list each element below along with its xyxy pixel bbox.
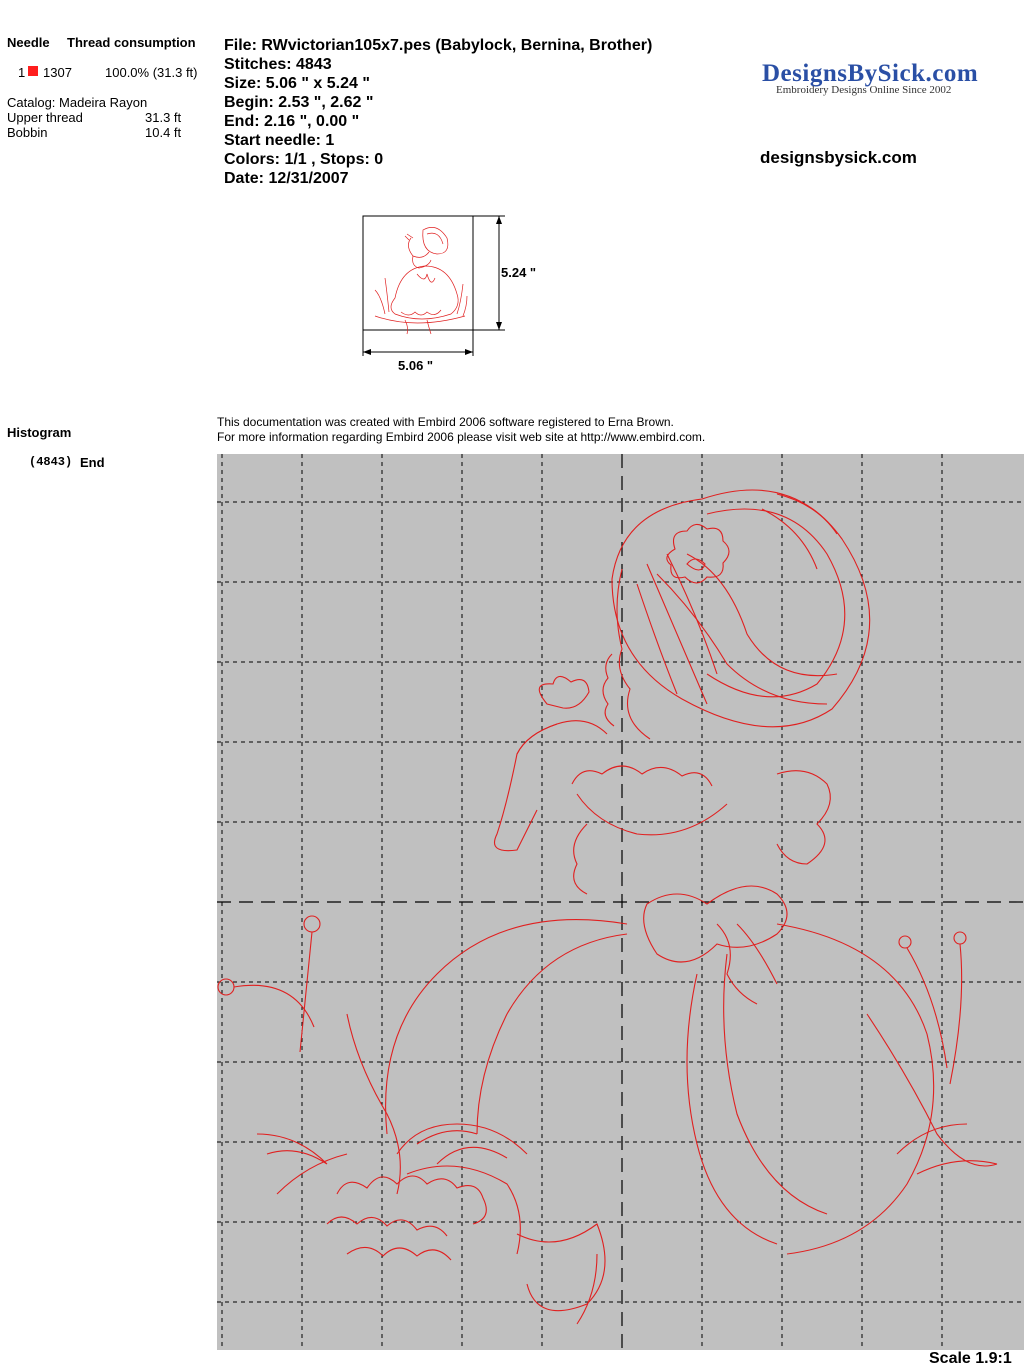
thumbnail-frame (363, 216, 473, 330)
credit-line-1: This documentation was created with Embird 2006 software registered to Erna Brown. (217, 415, 674, 429)
histogram-title: Histogram (7, 425, 72, 440)
designsbysick-logo (762, 60, 978, 96)
colors-stops: Colors: 1/1 , Stops: 0 (224, 151, 384, 168)
embroidery-stitches (218, 490, 997, 1324)
design-date: Date: 12/31/2007 (224, 170, 349, 187)
upper-thread-label: Upper thread (7, 110, 83, 125)
histogram-count: (4843) (29, 455, 73, 469)
thread-code: 1307 (43, 65, 72, 80)
bobbin-label: Bobbin (7, 125, 48, 140)
upper-thread-value: 31.3 ft (145, 110, 182, 125)
credit-line-2: For more information regarding Embird 2006 please visit web site at http://www.embird.com. (217, 430, 706, 444)
logo-brand: DesignsBySick.com (762, 60, 979, 87)
thread-consumption-value: 100.0% (31.3 ft) (105, 65, 198, 80)
thread-consumption-header: Thread consumption (67, 35, 196, 50)
width-label: 5.06 " (398, 358, 434, 373)
end-position: End: 2.16 ", 0.00 " (224, 113, 360, 130)
logo-tagline: Embroidery Designs Online Since 2002 (776, 84, 952, 96)
histogram-end: End (80, 455, 105, 470)
needle-header: Needle (7, 35, 50, 50)
center-lines (217, 454, 1024, 1350)
height-label: 5.24 " (501, 265, 537, 280)
start-needle: Start needle: 1 (224, 132, 335, 149)
file-info (224, 36, 652, 188)
site-url: designsbysick.com (760, 148, 917, 167)
design-thumbnail (355, 208, 555, 378)
catalog-label: Catalog: Madeira Rayon (7, 95, 148, 110)
stitch-count: Stitches: 4843 (224, 56, 332, 73)
file-name: File: RWvictorian105x7.pes (Babylock, Bernina, Brother) (224, 37, 653, 54)
begin-position: Begin: 2.53 ", 2.62 " (224, 94, 374, 111)
design-canvas (217, 454, 1024, 1350)
scale-label: Scale 1.9:1 (929, 1350, 1012, 1367)
bobbin-value: 10.4 ft (145, 125, 182, 140)
thread-color-swatch (28, 66, 38, 76)
needle-number: 1 (18, 65, 26, 80)
design-size: Size: 5.06 " x 5.24 " (224, 75, 370, 92)
design-grid (217, 454, 1024, 1350)
